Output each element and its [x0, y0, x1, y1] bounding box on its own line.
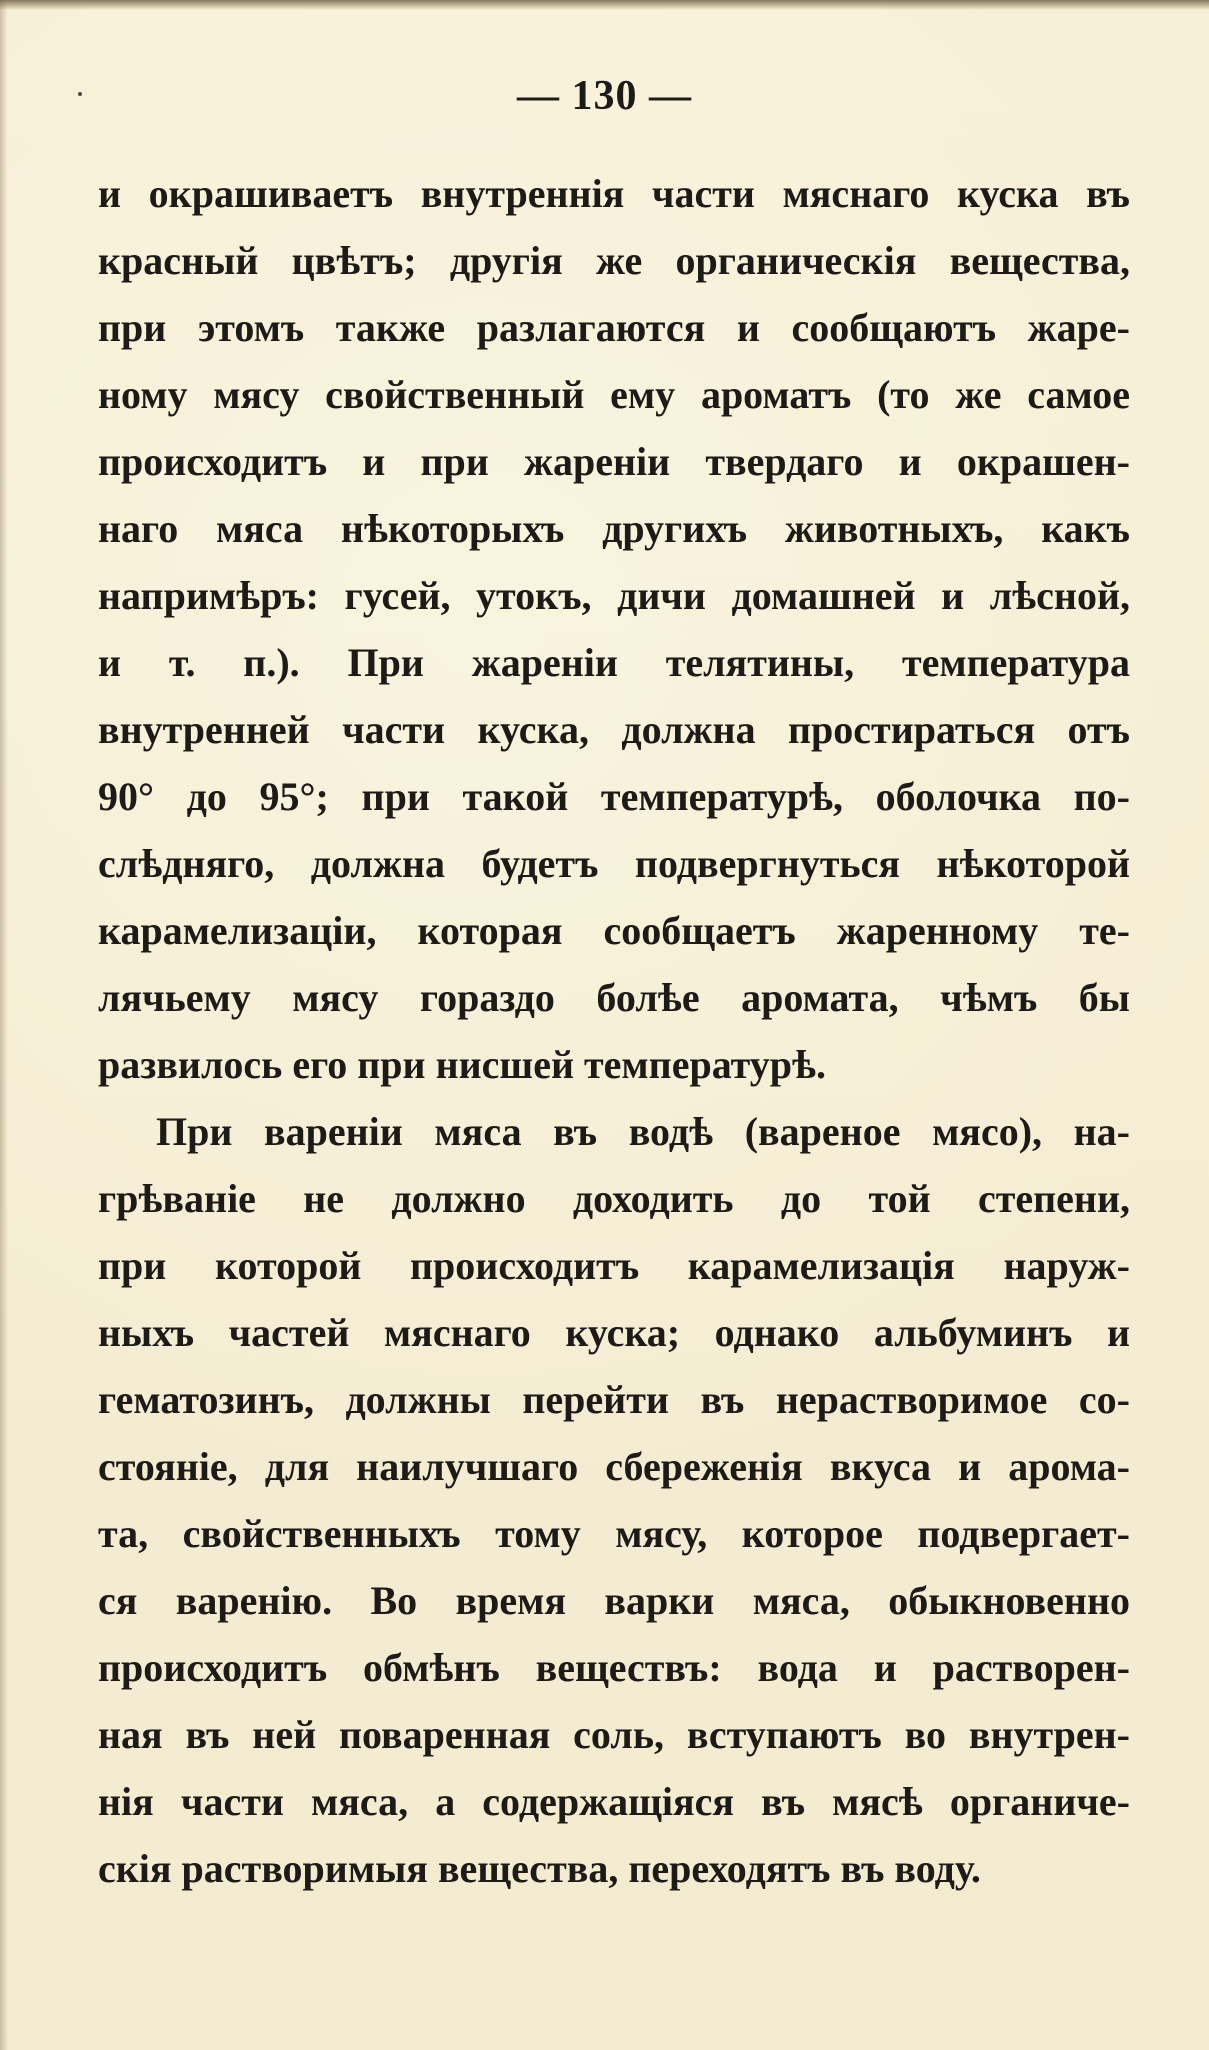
paragraph-start-line: При вареніи мяса въ водѣ (вареное мясо), на-	[156, 1109, 1130, 1154]
text-line: ному мясу свойственный ему ароматъ (то же самое	[98, 372, 1130, 417]
body-text	[98, 160, 1130, 1902]
text-line: стояніе, для наилучшаго сбереженія вкуса и арома-	[98, 1444, 1130, 1489]
text-line: ныхъ частей мяснаго куска; однако альбуминъ и	[98, 1310, 1130, 1355]
text-line: нія части мяса, а содержащіяся въ мясѣ органиче-	[98, 1779, 1130, 1824]
text-line: грѣваніе не должно доходить до той степени,	[98, 1176, 1130, 1221]
page-left-shadow	[0, 0, 8, 2050]
page-number: — 130 —	[517, 73, 692, 119]
text-line: гематозинъ, должны перейти въ нерастворимое со-	[98, 1377, 1130, 1422]
text-line: наго мяса нѣкоторыхъ другихъ животныхъ, какъ	[98, 506, 1130, 551]
text-line: при этомъ также разлагаются и сообщаютъ жаре-	[98, 305, 1130, 350]
text-line: при которой происходитъ карамелизація наруж-	[98, 1243, 1130, 1288]
text-line: внутренней части куска, должна простираться отъ	[98, 707, 1130, 752]
text-line: слѣдняго, должна будетъ подвергнуться нѣкоторой	[98, 841, 1130, 886]
text-line: та, свойственныхъ тому мясу, которое подвергает-	[98, 1511, 1130, 1556]
page-top-edge	[0, 0, 1209, 10]
text-line: и т. п.). При жареніи телятины, температура	[98, 640, 1130, 685]
text-line: ся варенію. Во время варки мяса, обыкновенно	[98, 1578, 1130, 1623]
text-line: карамелизаціи, которая сообщаетъ жаренному те-	[98, 908, 1130, 953]
paragraph-end-line: развилось его при нисшей температурѣ.	[98, 1042, 827, 1087]
text-line: лячьему мясу гораздо болѣе аромата, чѣмъ бы	[98, 975, 1130, 1020]
text-line: и окрашиваетъ внутреннія части мяснаго куска въ	[98, 171, 1130, 216]
text-line: напримѣръ: гусей, утокъ, дичи домашней и лѣсной,	[98, 573, 1130, 618]
text-line: происходитъ обмѣнъ веществъ: вода и растворен-	[98, 1645, 1130, 1690]
text-line: 90° до 95°; при такой температурѣ, оболочка по-	[98, 774, 1130, 819]
paragraph-end-line: скія растворимыя вещества, переходятъ въ воду.	[98, 1846, 981, 1891]
text-line: происходитъ и при жареніи твердаго и окрашен-	[98, 439, 1130, 484]
text-line: красный цвѣтъ; другія же органическія вещества,	[98, 238, 1130, 283]
text-line: ная въ ней поваренная соль, вступаютъ во внутрен-	[98, 1712, 1130, 1757]
